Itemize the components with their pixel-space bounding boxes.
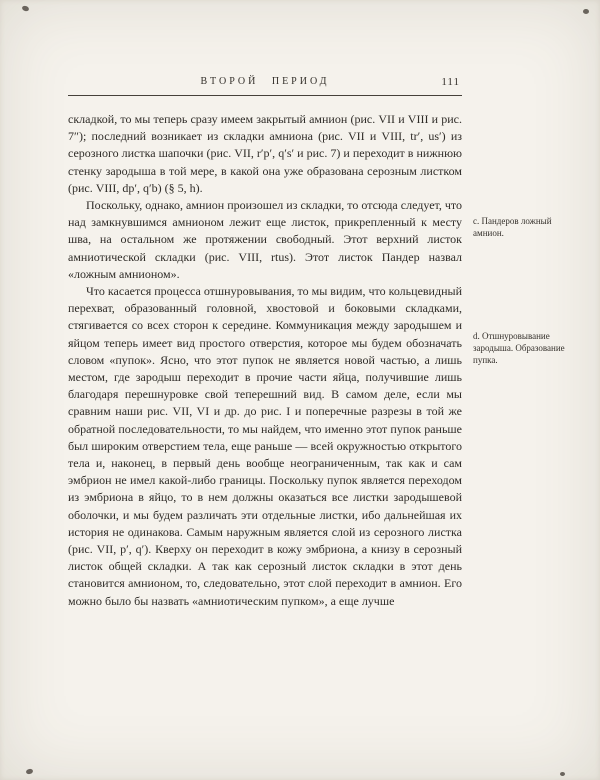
header-rule (68, 95, 462, 96)
scan-artifact (25, 768, 33, 775)
margin-note: d. Отшнуровывание зародыша. Образование пупка. (473, 331, 565, 365)
page-header (68, 76, 462, 90)
margin-note: c. Пандеров ложный амнион. (473, 216, 552, 238)
text-block (68, 111, 462, 610)
scan-artifact (21, 5, 29, 12)
body-paragraph: Что касается процесса отшнуровывания, то мы видим, что кольцевидный перехват, образованный головной, хвостовой и боковыми складками, стягивается со всех сторон к середине. Коммуникация между зародышем и яйцом теперь имеет вид простого отверстия, которое мы будем обозначать словом «пупок». Ясно, что этот пупок не является новой частью, а лишь местом, где зародыш переходит в прочие части яйца, получившие лишь благодаря перешнуровке свой теперешний вид. В самом деле, если мы сравним наши рис. VII, VI и др. до рис. I и поперечные разрезы в той же обратной последовательности, то мы найдем, что именно этот пупок раньше был широким отверстием тела, еще раньше — всей окружностью открытого тела и, наконец, в первый день вообще неограниченным, так как и сам эмбрион не имел какой-либо границы. Поскольку пупок является переходом из эмбриона в яйцо, то в нем должны оказаться все листки зародышевой оболочки, и мы будем различать эти отдельные листки, ибо дальнейшая их история не одинакова. Самым наружным является слой из серозного листка (рис. VII, p′, q′). Кверху он переходит в кожу эмбриона, а книзу в серозный листок общей складки. А так как серозный листок складки в этот день становится амнионом, то, следовательно, этот слой переходит в амнион. Его можно было бы назвать «амниотическим пупком», а еще лучше (68, 284, 462, 608)
body-paragraph: складкой, то мы теперь сразу имеем закрытый амнион (рис. VII и VIII и рис. 7″); последний возникает из складки амниона (рис. VII и VIII, tr′, us′) из серозного листка шапочки (рис. VII, r′p′, q′s′ и рис. 7) и переходит в нижнюю стенку зародыша в той мере, в какой она уже образована серозным листком (рис. VIII, dp′, q′b) (§ 5, h). (68, 112, 462, 195)
body-paragraph: Поскольку, однако, амнион произошел из складки, то отсюда следует, что над замкнувшимся амнионом лежит еще листок, прикрепленный к месту шва, на остальном же протяжении свободный. Этот верхний листок амниотической складки (рис. VIII, rtus). Этот листок Пандер назвал «ложным амнионом». (68, 198, 462, 281)
scan-artifact (583, 9, 589, 14)
running-head: ВТОРОЙ ПЕРИОД (200, 76, 330, 87)
scan-artifact (560, 772, 565, 776)
page-number: 111 (441, 76, 460, 88)
text-column (68, 76, 462, 610)
